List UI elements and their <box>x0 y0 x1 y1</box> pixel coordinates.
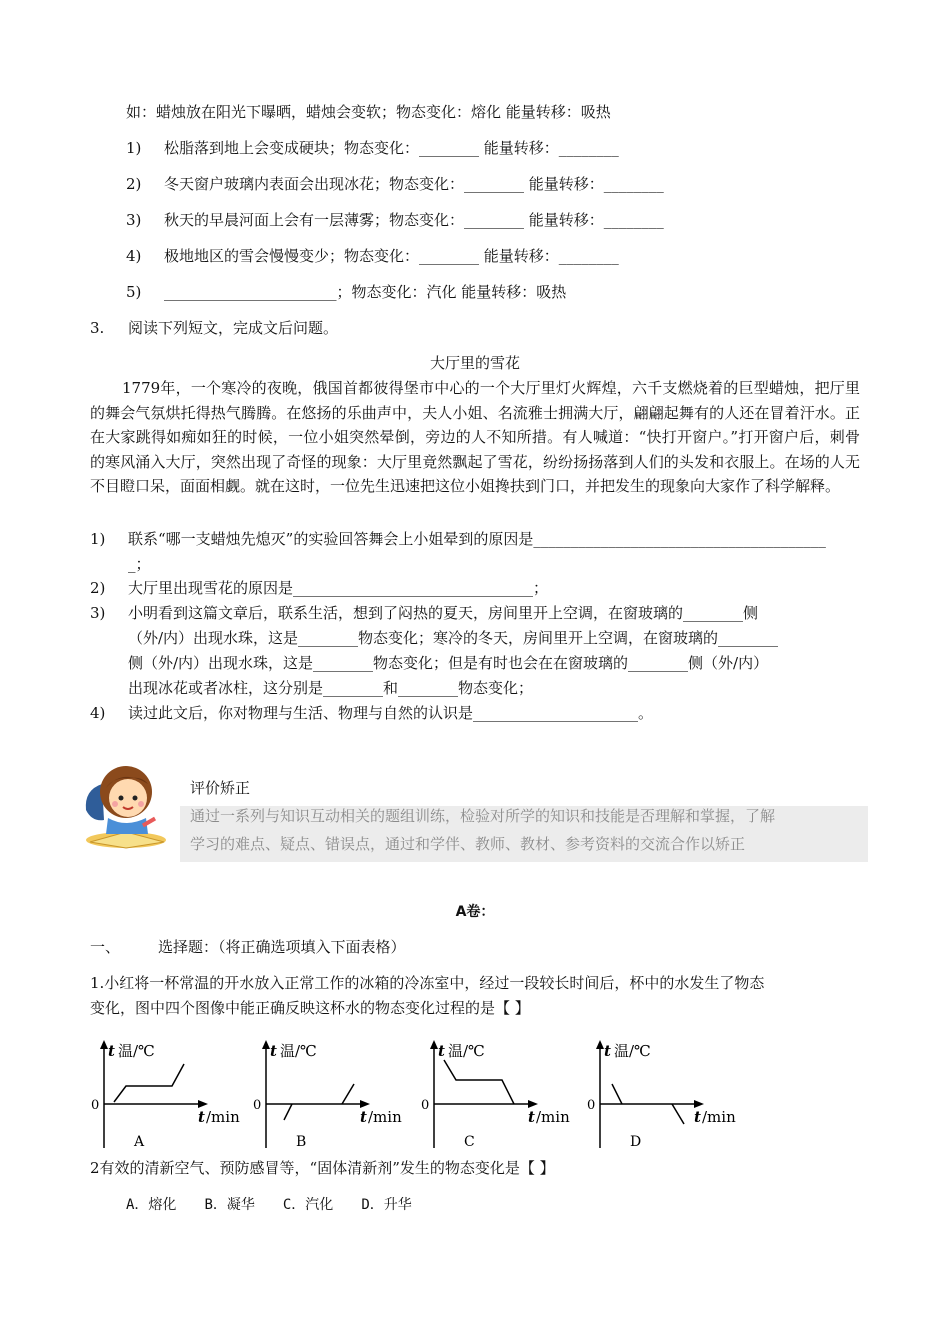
item-number: 4) <box>126 247 142 265</box>
part-heading <box>90 937 406 957</box>
sub-question-3 <box>90 603 758 623</box>
sub-question-number: 2) <box>90 579 106 597</box>
option-a: A．熔化 <box>126 1197 177 1213</box>
review-heading: 评价矫正 <box>190 779 251 797</box>
graph-label: A <box>134 1134 145 1150</box>
question-3-prompt <box>90 318 338 338</box>
curve-segment <box>284 1104 292 1120</box>
item-text: 松脂落到地上会变成硬块；物态变化：________ 能量转移：________ <box>164 139 619 157</box>
x-axis-t: t <box>694 1108 701 1126</box>
review-line-1: 通过一系列与知识互动相关的题组训练，检验对所学的知识和技能是否理解和掌握，了解 <box>190 807 776 825</box>
y-axis-label: 温/℃ <box>614 1042 651 1060</box>
sub-question-number: 3) <box>90 604 106 622</box>
question-text: 阅读下列短文，完成文后问题。 <box>128 319 339 337</box>
part-number: 一、 <box>90 938 121 956</box>
section-title: A卷： <box>455 904 495 920</box>
x-axis-label: /min <box>702 1108 736 1126</box>
y-axis-t: t <box>438 1042 445 1060</box>
sub-question-1-continuation: _； <box>128 555 151 573</box>
mcq-2-options <box>126 1194 440 1215</box>
mcq-2-question: 2有效的清新空气、预防感冒等，“固体清新剂”发生的物态变化是【 】 <box>90 1159 555 1177</box>
sub-question-number: 1) <box>90 530 106 548</box>
list-item <box>126 246 619 266</box>
list-item <box>126 138 619 158</box>
graph-c <box>418 1036 578 1156</box>
option-d: D．升华 <box>361 1197 412 1213</box>
sub-question-text: 读过此文后，你对物理与生活、物理与自然的认识是______________________。 <box>128 704 654 722</box>
graph-label: D <box>630 1134 642 1150</box>
part-title: 选择题：（将正确选项填入下面表格） <box>158 938 406 956</box>
mcq-1-line-2: 变化，图中四个图像中能正确反映这杯水的物态变化过程的是【 】 <box>90 999 530 1017</box>
question-number: 3. <box>90 319 105 337</box>
x-axis-t: t <box>528 1108 535 1126</box>
x-axis-label: /min <box>536 1108 570 1126</box>
origin-label: 0 <box>587 1098 596 1113</box>
x-axis-label: /min <box>206 1108 240 1126</box>
item-number: 3) <box>126 211 142 229</box>
sub-question-text: 大厅里出现雪花的原因是________________________________； <box>128 579 549 597</box>
y-axis-label: 温/℃ <box>280 1042 317 1060</box>
curve-segment <box>612 1084 622 1104</box>
origin-label: 0 <box>91 1098 100 1113</box>
item-number: 5) <box>126 283 142 301</box>
y-axis-label: 温/℃ <box>448 1042 485 1060</box>
sub-question-1 <box>90 529 826 549</box>
x-axis-t: t <box>360 1108 367 1126</box>
review-line-2: 学习的难点、疑点、错误点，通过和学伴、教师、教材、参考资料的交流合作以矫正 <box>190 835 746 853</box>
curve-segment <box>342 1084 354 1104</box>
sub-question-number: 4) <box>90 704 106 722</box>
x-axis-label: /min <box>368 1108 402 1126</box>
curve-line <box>114 1064 184 1102</box>
mcq-1-line-1: 1.小红将一杯常温的开水放入正常工作的冰箱的冷冻室中，经过一段较长时间后，杯中的水发生了物态 <box>90 974 765 992</box>
option-c: C．汽化 <box>282 1197 334 1213</box>
passage-body: 1779年，一个寒冷的夜晚，俄国首都彼得堡市中心的一个大厅里灯火辉煌，六千支燃烧着的巨型蜡烛，把厅里的舞会气氛烘托得热气腾腾。在悠扬的乐曲声中，夫人小姐、名流雅士拥满大厅，翩翩起舞有的人还在冒着汗水。正在大家跳得如痴如狂的时候，一位小姐突然晕倒，旁边的人不知所措。有人喊道：“快打开窗户。”打开窗户后，刺骨的寒风涌入大厅，突然出现了奇怪的现象：大厅里竟然飘起了雪花，纷纷扬扬落到人们的头发和衣服上。在场的人无不目瞪口呆，面面相觑。就在这时，一位先生迅速把这位小姐搀扶到门口，并把发生的现象向大家作了科学解释。 <box>90 379 860 495</box>
list-item <box>126 174 664 194</box>
sub-question-4 <box>90 703 653 723</box>
x-axis-t: t <box>198 1108 205 1126</box>
curve-line <box>444 1060 514 1104</box>
example-line: 如：蜡烛放在阳光下曝晒，蜡烛会变软；物态变化：熔化 能量转移：吸热 <box>126 103 611 121</box>
girl-reading-icon <box>82 760 176 850</box>
graph-label: B <box>296 1134 307 1150</box>
sub-question-3-line4: 出现冰花或者冰柱，这分别是________和________物态变化； <box>128 679 534 697</box>
item-number: 2) <box>126 175 142 193</box>
sub-question-3-line3: 侧（外/内）出现水珠，这是________物态变化；但是有时也会在在窗玻璃的________侧（外/内） <box>128 654 769 672</box>
y-axis-label: 温/℃ <box>118 1042 155 1060</box>
item-text: 冬天窗户玻璃内表面会出现冰花；物态变化：________ 能量转移：________ <box>164 175 664 193</box>
passage-title: 大厅里的雪花 <box>429 354 520 372</box>
graph-a <box>88 1036 248 1156</box>
item-text: _______________________；物态变化：汽化 能量转移：吸热 <box>164 283 567 301</box>
sub-question-text: 小明看到这篇文章后，联系生活，想到了闷热的夏天，房间里开上空调，在窗玻璃的________侧 <box>128 604 759 622</box>
list-item <box>126 210 664 230</box>
graph-label: C <box>464 1134 475 1150</box>
sub-question-text: 联系“哪一支蜡烛先熄灭”的实验回答舞会上小姐晕到的原因是_______________________________________ <box>128 530 826 548</box>
list-item <box>126 282 566 302</box>
y-axis-t: t <box>108 1042 115 1060</box>
item-text: 秋天的早晨河面上会有一层薄雾；物态变化：________ 能量转移：________ <box>164 211 664 229</box>
option-b: B．凝华 <box>204 1197 255 1213</box>
sub-question-3-line2: （外/内）出现水珠，这是________物态变化；寒冷的冬天，房间里开上空调，在窗玻璃的________ <box>128 629 779 647</box>
item-text: 极地地区的雪会慢慢变少；物态变化：________ 能量转移：________ <box>164 247 619 265</box>
y-axis-t: t <box>270 1042 277 1060</box>
curve-segment <box>672 1104 684 1124</box>
item-number: 1) <box>126 139 142 157</box>
graph-d <box>584 1036 744 1156</box>
origin-label: 0 <box>253 1098 262 1113</box>
y-axis-t: t <box>604 1042 611 1060</box>
sub-question-2 <box>90 578 548 598</box>
graph-b <box>250 1036 410 1156</box>
origin-label: 0 <box>421 1098 430 1113</box>
